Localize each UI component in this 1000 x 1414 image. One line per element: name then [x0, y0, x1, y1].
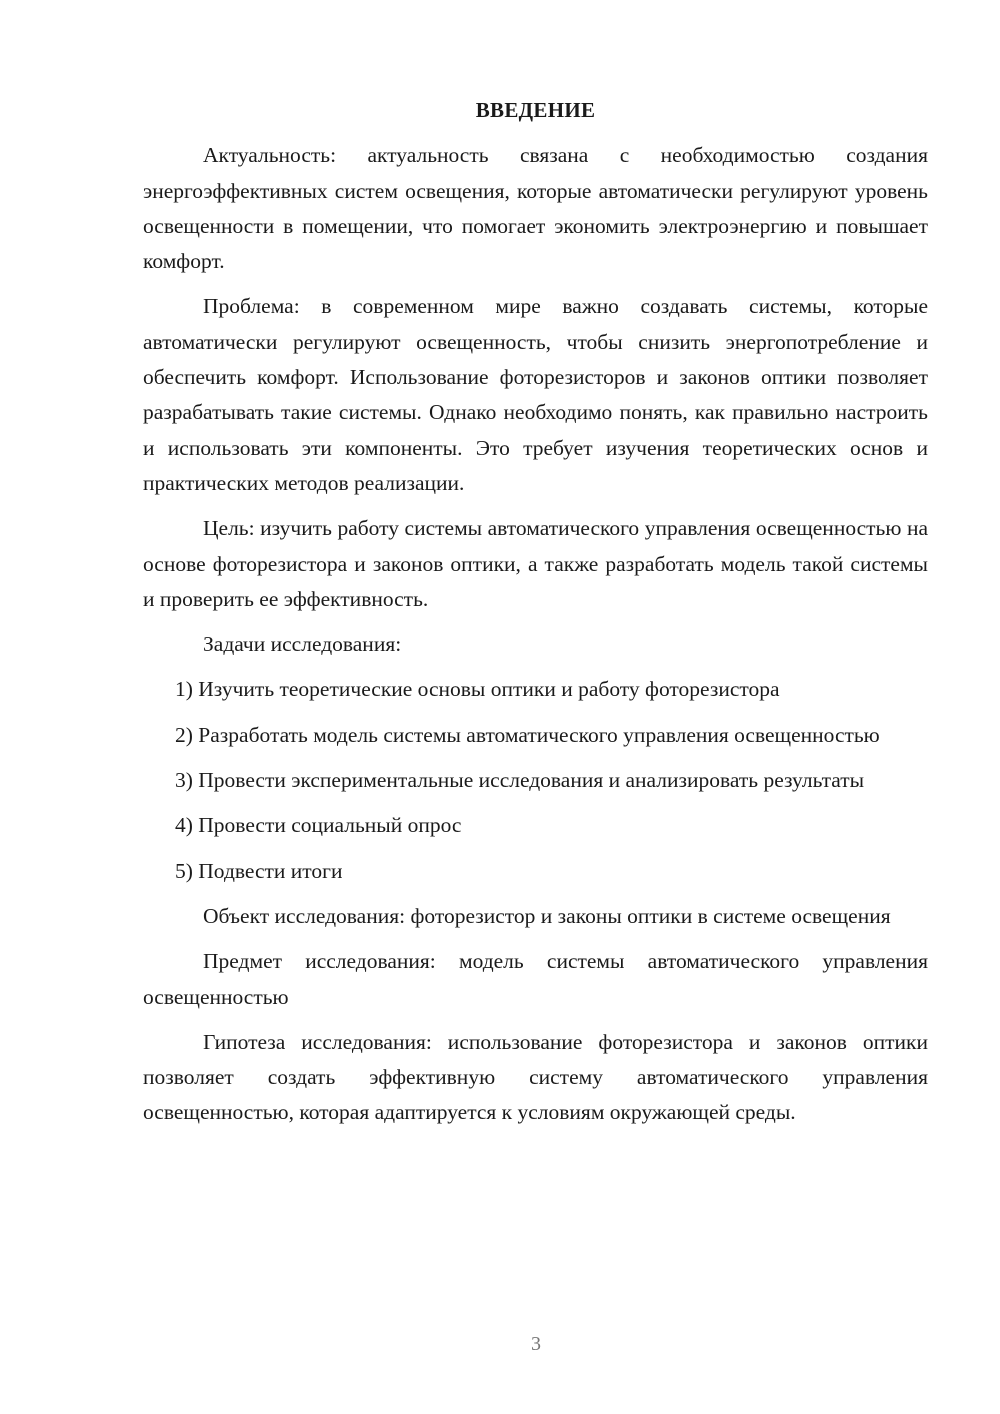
paragraph-relevance: Актуальность: актуальность связана с необходимостью создания энергоэффективных систем освещения, которые автоматически регулируют уровень освещенности в помещении, что помогает экономить электроэнергию и повышает комфорт.: [143, 143, 928, 274]
paragraph-subject: Предмет исследования: модель системы автоматического управления освещенностью: [143, 949, 928, 1009]
paragraph-object: Объект исследования: фоторезистор и законы оптики в системе освещения: [203, 903, 891, 928]
task-item-4: 4) Провести социальный опрос: [175, 813, 462, 838]
task-item-2: 2) Разработать модель системы автоматического управления освещенностью: [175, 722, 880, 747]
section-title: ВВЕДЕНИЕ: [475, 98, 596, 122]
task-item-5: 5) Подвести итоги: [175, 858, 343, 883]
paragraph-problem: Проблема: в современном мире важно создавать системы, которые автоматически регулируют освещенность, чтобы снизить энергопотребление и обеспечить комфорт. Использование фоторезисторов и законов оптики позволяет разрабатывать такие системы. Однако необходимо понять, как правильно настроить и использовать эти компоненты. Это требует изучения теоретических основ и практических методов реализации.: [143, 294, 928, 495]
page-number: 3: [531, 1333, 541, 1355]
paragraph-tasks-heading: Задачи исследования:: [203, 632, 402, 657]
task-item-1: 1) Изучить теоретические основы оптики и работу фоторезистора: [175, 677, 780, 702]
paragraph-goal: Цель: изучить работу системы автоматического управления освещенностью на основе фоторезистора и законов оптики, а также разработать модель такой системы и проверить ее эффективность.: [143, 516, 928, 611]
task-item-3: 3) Провести экспериментальные исследования и анализировать результаты: [175, 768, 865, 793]
paragraph-hypothesis: Гипотеза исследования: использование фоторезистора и законов оптики позволяет создать эффективную систему автоматического управления освещенностью, которая адаптируется к условиям окружающей среды.: [143, 1029, 928, 1125]
page-content: [143, 93, 928, 1131]
